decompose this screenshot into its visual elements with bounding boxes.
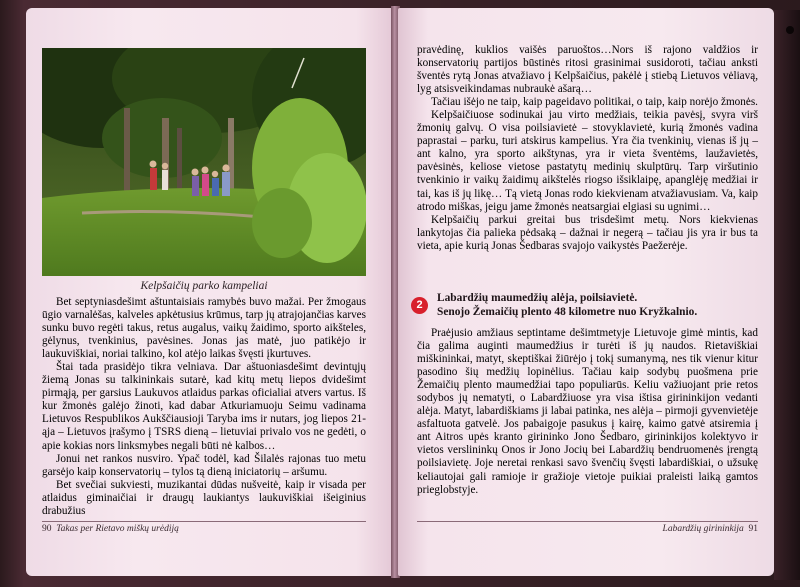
page-number: 90 [42,524,52,534]
paragraph: Tačiau išėjo ne taip, kaip pageidavo politikai, o taip, kaip norėjo žmonės. [431,96,758,109]
section-heading [416,292,757,319]
page-number: 91 [748,524,758,534]
running-title: Labardžių girininkija [662,524,744,534]
paragraph: Bet svečiai sukviesti, muzikantai dūdas nušveitė, kaip ir visada per atlaidus giminaičiai ir draugų laukiantys laukuviškiai išeiginius drabužius [42,478,366,517]
scan-mark [786,26,794,34]
paragraph: pravėdinę, kuklios vaišės paruoštos…Nors iš rajono valdžios ir konservatorių partijos būstinės ritosi grasinimai susidoroti, tačiau anksti šventės rytą Jonas atvažiavo į Kelpšaičius, pakėlė į stiebą Lietuvos vėliavą, lyg atsisveikindamas nubraukė ašarą… [417,44,758,96]
paragraph: Štai tada prasidėjo tikra velniava. Dar aštuoniasdešimt devintųjų žiemą Jonas su talkininkais sutarė, kad kitų metų liepos dvidešimt pirmąją, per garsius Laukuvos atlaidus parkas oficialiai atvers vartus. Iš kur žmonės galėjo žinoti, kad dabar Atkuriamuoju Seimu vadinama Lietuvos Respublikos Aukščiausioji Taryba ims ir nutars, jog liepos 21-ąja – Lietuvos įrašymo į TSRS dieną – lietuviai privalo vos ne gedėti, o apie kokias nors linksmybes negali būti nė kalbos… [42,361,366,452]
paragraph: Praėjusio amžiaus septintame dešimtmetyje Lietuvoje gimė mintis, kad čia galima auginti maumedžius ir turėti iš jų naudos. Rietaviškiai miškininkai, matyt, skeptiškai žiūrėjo į tokį sumanymą, nes tik vienur kitur pasodino šių medžių lopinėlius. Tačiau kaip sodybų puošmena prie Žemaičių plento maumedžiai tapo populiarūs. Keliu važiuojant prie retos sodybos jų nematyti, o Labardžiuose yra visa ištisa girininkijon vedanti alėja. Matyt, labardiškiams ji labai patinka, nes alėja – pirmoji gyvenvietėje asfaltuota gatvelė. Jos pabaigoje pasukus į kairę, kaimo gatvė atsiremia į ant Aitros upės kranto girininko Jono Šedbaro, girininkijos kolektyvo ir vietos verslininkų Onos ir Jono Jocių bei Labardžių bendruomenės įrengtą poilsiavietę. Joje neretai renkasi savo švenčių švęsti labardiškiai, o užsukę keliautojai gali ramioje ir gražioje vietoje puikiai praleisti laiką gamtos prieglobstyje. [417,327,758,496]
page-edge [774,10,800,580]
heading-line-2: Senojo Žemaičių plento 48 kilometre nuo Kryžkalnio. [437,305,698,318]
paragraph: Bet septyniasdešimt aštuntaisiais ramybės buvo mažai. Per žmogaus ūgio varnalėšas, kalveles apkėtusius krūmus, tarp jų atrajojančias karves sunku buvo regėti takus, retus augalus, vaikų žaidimo, sporto aikšteles, gėlynus, tvenkinius, pavėsines. Jonas jas matė, juo patikėjo ir laukuviškiai, noriai talkino, kol atėjo laikas švęsti įkurtuves. [42,296,366,361]
running-title: Takas per Rietavo miškų urėdiją [56,524,179,534]
footer-rule [417,521,758,522]
park-photo-illustration [42,48,366,276]
footer-rule [42,521,366,522]
right-page-body-top [417,44,758,253]
photo-caption: Kelpšaičių parko kampeliai [140,280,268,292]
paragraph: Jonui net rankos nusviro. Ypač todėl, kad Šilalės rajonas tuo metu garsėjo kaip konservatorių – tylos tą dieną iniciatorių – aršumu. [42,452,366,478]
right-page-body-bottom [417,327,758,497]
paragraph: Kelpšaičiuose sodinukai jau virto medžiais, teikia pavėsį, svyra virš žmonių galvų. O visa poilsiavietė – stovyklavietė, kurią žmonės vadina paprastai – parku, turi atskirus kampelius. Yra čia tvenkinių, vienas iš jų – ant kalno, yra sporto aikštynas, yra ir vieta šventėms, laužavietės, pavėsinės, keliose vietose pastatytų medinių skulptūrų. Tarp viršutinio tvenkinio ir vaikų žaidimų aikštelės riogso išsiklaipę, apanglėję medžiai ir tai, kas iš jų likę… Tą vietą Jonas rodo kiekvienam atvažiavusiam. Va, kaip atrodo miškas, jeigu jame žmonės neatsargiai elgiasi su ugnimi… [417,109,758,213]
section-number-badge: 2 [411,297,428,314]
paragraph: Kelpšaičių parkui greitai bus trisdešimt metų. Nors kiekvienas lankytojas čia palieka pėdsaką – dažnai ir negerą – tačiau jis yra ir bus ta vieta, apie kurią Jonas Šedbaras svajojo vaikystės Paežerėje. [417,213,758,252]
left-page-body [42,296,366,518]
left-page-footer [42,524,366,534]
park-photo [42,48,366,276]
right-page-footer [417,524,758,534]
heading-line-1: Labardžių maumedžių alėja, poilsiavietė. [437,292,638,304]
